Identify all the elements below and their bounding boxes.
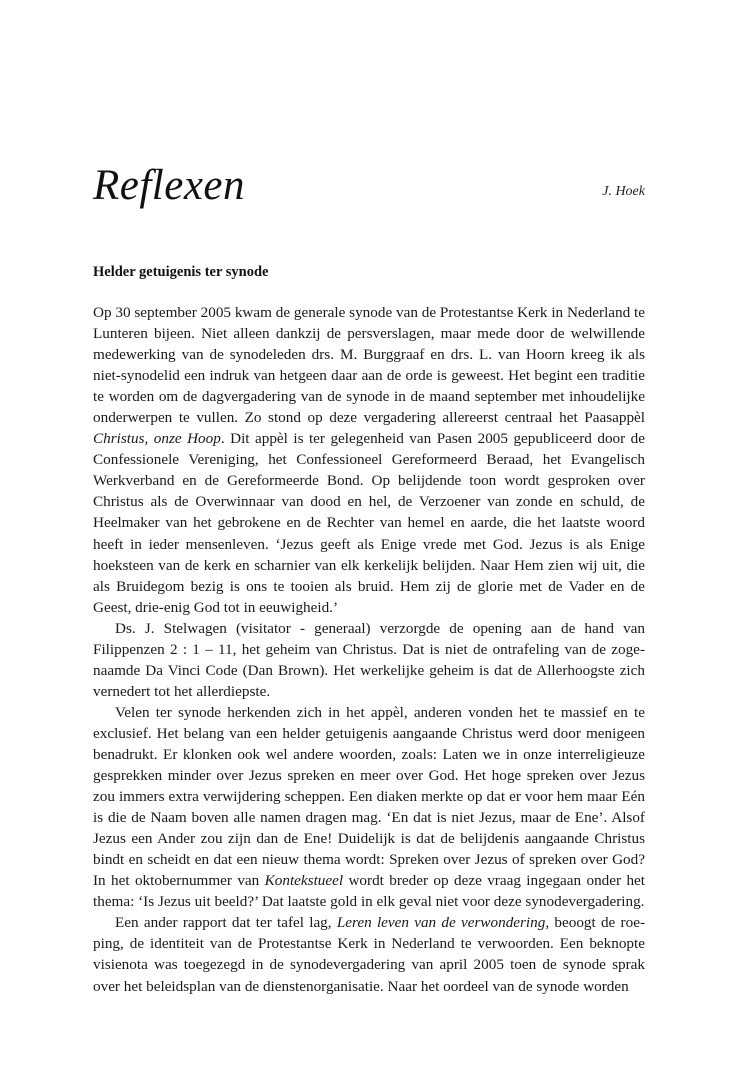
- italic-title: Leren leven van de verwondering,: [336, 914, 550, 932]
- article-header: [93, 164, 645, 224]
- section-heading: Helder getuigenis ter synode: [93, 264, 269, 280]
- paragraph: [93, 302, 645, 618]
- paragraph: [93, 618, 645, 702]
- paragraph: [93, 912, 645, 996]
- text-span: Velen ter synode herkenden zich in het appèl, anderen vonden het te massief en te exclusief. Het belang van een helder getuigenis aangaande Christus werd door menigeen benadrukt. Er klonken ook wel andere woorden, zoals: Laten we in onze interreligieuze gesprekken minder over Jezus spreken en meer over God. Het hoge spreken over Jezus zou immers extra verwijdering scheppen. Een diaken merkte op dat er voor hem maar Eén is die de Naam boven alle namen dragen mag. ‘En dat is niet Jezus, maar de Ene’. Alsof Jezus een Ander zou zijn dan de Ene! Duidelijk is dat de belijdenis aangaande Christus bindt en scheidt en dat een nieuw thema wordt: Spreken over Jezus of spreken over God? In het oktobernummer van: [93, 703, 645, 890]
- text-span: beoogt de roeping, de identiteit van de Protestantse Kerk in Nederland te verwoorden. Een beknopte visienota was toegezegd in de synodevergadering van april 2005 toen de synode sprak over het beleidsplan van de dienstenorganisatie. Naar het oordeel van de synode worden: [93, 914, 646, 995]
- italic-title: Christus, onze Hoop: [93, 430, 221, 448]
- italic-title: Kontekstueel: [264, 872, 344, 890]
- paragraph: [93, 702, 645, 912]
- text-span: . Dit appèl is ter gelegenheid van Pasen 2005 gepubliceerd door de Confessionele Vereniging, het Confessioneel Gereformeerd Beraad, het Evangelisch Werkverband en de Gereformeerde Bond. Op belijdende toon wordt gesproken over Christus als de Overwinnaar van dood en hel, de Verzoener van zonde en schuld, de Heelmaker van het gebrokene en de Rechter van hemel en aarde, die het laatste woord heeft in ieder mensenleven. ‘Jezus geeft als Enige vrede met God. Jezus is als Enige hoeksteen van de kerk en scharnier van elk kerkelijk belijden. Naar Hem zien wij uit, die als Bruidegom bezig is ons te tooien als bruid. Hem zij de glorie met de Vader en de Geest, drie-enig God tot in eeuwigheid.’: [93, 430, 646, 616]
- text-span: Ds. J. Stelwagen (visitator - generaal) verzorgde de opening aan de hand van Filippenzen 2 : 1 – 11, het geheim van Christus. Dat is niet de ontrafeling van de zogenaamde Da Vinci Code (Dan Brown). Het werkelijke geheim is dat de Allerhoogste zich vernedert tot het allerdiepste.: [93, 619, 645, 700]
- text-span: wordt breder op deze vraag ingegaan onder het thema: ‘Is Jezus uit beeld?’ Dat laatste gold in elk geval niet voor deze synodevergadering.: [93, 872, 645, 911]
- article-body: [93, 302, 645, 997]
- text-span: Een ander rapport dat ter tafel lag,: [115, 914, 337, 932]
- article-title: Reflexen: [93, 162, 246, 209]
- page: [93, 0, 645, 1068]
- author-name: J. Hoek: [602, 184, 645, 199]
- text-span: Op 30 september 2005 kwam de generale synode van de Protestantse Kerk in Nederland te Lunteren bijeen. Niet alleen dankzij de persverslagen, maar mede door de welwillende medewerking van de synodeleden drs. M. Burggraaf en drs. L. van Hoorn kreeg ik als niet-synodelid een indruk van hetgeen daar aan de orde is geweest. Het begint een traditie te worden om de dagvergadering van de synode in de maand september met inhoudelijke onderwerpen te vullen. Zo stond op deze vergadering allereerst centraal het Paasappèl: [93, 304, 645, 427]
